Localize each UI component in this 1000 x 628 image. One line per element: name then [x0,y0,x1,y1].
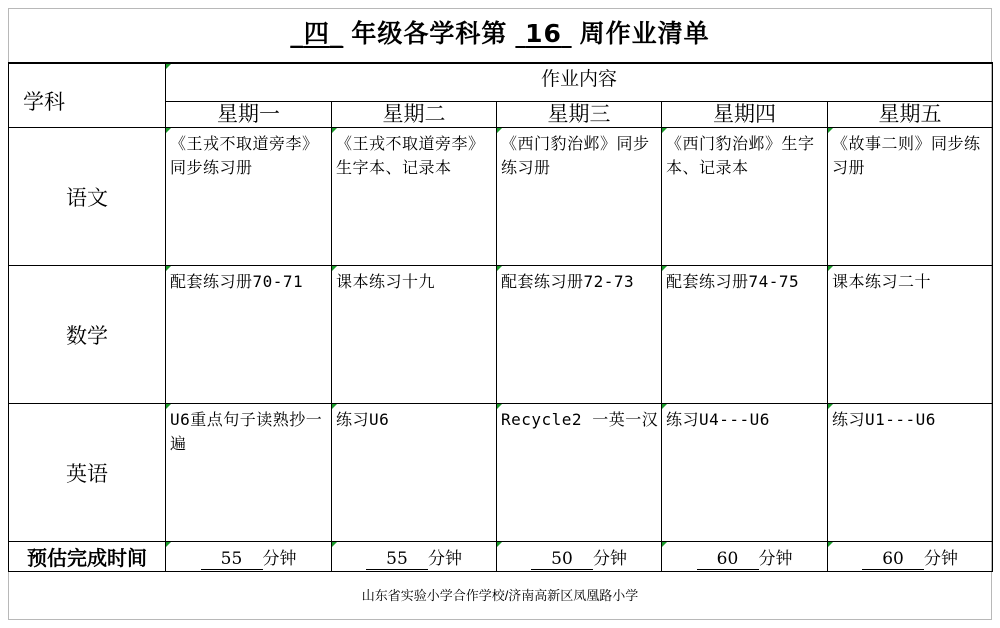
table-row-time [9,542,993,572]
table-row-chinese [9,128,993,266]
time-estimate: 50 分钟 [497,542,662,572]
homework-cell: 配套练习册70-71 [166,266,332,404]
homework-cell: 《西门豹治邺》生字本、记录本 [662,128,828,266]
day-header-mon: 星期一 [166,102,332,128]
homework-cell: 练习U4---U6 [662,404,828,542]
homework-cell: Recycle2 一英一汉 [497,404,662,542]
day-header-fri: 星期五 [828,102,993,128]
content-header: 作业内容 [166,63,993,102]
homework-cell: 《王戎不取道旁李》生字本、记录本 [332,128,497,266]
homework-cell: 练习U6 [332,404,497,542]
time-estimate: 60 分钟 [828,542,993,572]
time-estimate-label: 预估完成时间 [9,542,166,572]
day-header-wed: 星期三 [497,102,662,128]
subject-header: 学科 [9,63,166,128]
school-footer: 山东省实验小学合作学校/济南高新区凤凰路小学 [361,588,639,603]
day-header-thu: 星期四 [662,102,828,128]
homework-cell: 练习U1---U6 [828,404,993,542]
day-header-tue: 星期二 [332,102,497,128]
time-estimate: 55 分钟 [332,542,497,572]
homework-cell: 课本练习十九 [332,266,497,404]
homework-cell: 课本练习二十 [828,266,993,404]
title-middle: 年级各学科第 [351,19,508,48]
homework-cell: 《故事二则》同步练习册 [828,128,993,266]
title-week: 16 [525,19,562,48]
subject-math: 数学 [9,266,166,404]
homework-cell: 《西门豹治邺》同步练习册 [497,128,662,266]
homework-cell: 配套练习册72-73 [497,266,662,404]
table-row-math [9,266,993,404]
title-grade: _四_ [290,19,344,48]
homework-cell: U6重点句子读熟抄一遍 [166,404,332,542]
title-suffix: 周作业清单 [579,19,710,48]
subject-chinese: 语文 [9,128,166,266]
time-estimate: 60 分钟 [662,542,828,572]
homework-cell: 配套练习册74-75 [662,266,828,404]
homework-cell: 《王戎不取道旁李》同步练习册 [166,128,332,266]
page-title [0,14,1000,50]
subject-english: 英语 [9,404,166,542]
table-row-english [9,404,993,542]
homework-table [8,62,993,572]
time-estimate: 55 分钟 [166,542,332,572]
